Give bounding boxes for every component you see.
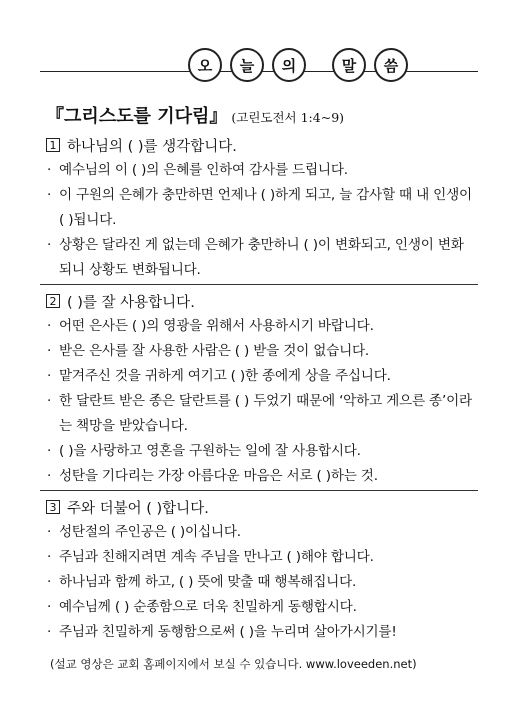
sermon-title-main: 『그리스도를 기다림』 xyxy=(46,106,228,127)
header-bubble: 오 xyxy=(188,48,222,82)
list-item: · 성탄절의 주인공은 ( )이십니다. xyxy=(46,520,476,545)
bullet-list xyxy=(46,314,476,489)
today-word-header xyxy=(40,38,478,94)
header-bubble: 늘 xyxy=(230,48,264,82)
scripture-reference: (고린도전서 1:4~9) xyxy=(231,110,345,125)
section-2 xyxy=(46,290,476,489)
list-item: · 예수님께 ( ) 순종함으로 더욱 친밀하게 동행합시다. xyxy=(46,595,476,620)
section-1 xyxy=(46,134,476,283)
list-item: · ( )을 사랑하고 영혼을 구원하는 일에 잘 사용합시다. xyxy=(46,439,476,464)
section-heading xyxy=(46,134,476,156)
bullet-list xyxy=(46,520,476,645)
list-item: · 받은 은사를 잘 사용한 사람은 ( ) 받을 것이 없습니다. xyxy=(46,339,476,364)
list-item: · 한 달란트 받은 종은 달란트를 ( ) 두었기 때문에 ‘악하고 게으른 종’이라는 책망을 받았습니다. xyxy=(46,389,476,439)
section-heading xyxy=(46,290,476,312)
list-item: · 하나님과 함께 하고, ( ) 뜻에 맞출 때 행복해집니다. xyxy=(46,570,476,595)
header-bubble: 의 xyxy=(272,48,306,82)
list-item: · 성탄을 기다리는 가장 아름다운 마음은 서로 ( )하는 것. xyxy=(46,464,476,489)
section-heading-text: 주와 더불어 ( )합니다. xyxy=(67,500,209,517)
list-item: · 어떤 은사든 ( )의 영광을 위해서 사용하시기 바랍니다. xyxy=(46,314,476,339)
section-number: 1 xyxy=(46,138,60,152)
section-heading-text: ( )를 잘 사용합니다. xyxy=(67,294,195,311)
section-heading-text: 하나님의 ( )를 생각합니다. xyxy=(67,138,237,155)
footer-note: (설교 영상은 교회 홈페이지에서 보실 수 있습니다. www.loveeden.net) xyxy=(50,657,417,671)
header-bubble: 말 xyxy=(332,48,366,82)
list-item: · 맡겨주신 것을 귀하게 여기고 ( )한 종에게 상을 주십니다. xyxy=(46,364,476,389)
section-divider xyxy=(40,284,478,285)
section-3 xyxy=(46,496,476,645)
header-bubble: 씀 xyxy=(374,48,408,82)
list-item: · 상황은 달라진 게 없는데 은혜가 충만하니 ( )이 변화되고, 인생이 변화되니 상황도 변화됩니다. xyxy=(46,233,476,283)
section-number: 3 xyxy=(46,500,60,514)
section-heading xyxy=(46,496,476,518)
section-number: 2 xyxy=(46,294,60,308)
bullet-list xyxy=(46,158,476,283)
list-item: · 예수님의 이 ( )의 은혜를 인하여 감사를 드립니다. xyxy=(46,158,476,183)
list-item: · 주님과 친해지려면 계속 주님을 만나고 ( )해야 합니다. xyxy=(46,545,476,570)
list-item: · 이 구원의 은혜가 충만하면 언제나 ( )하게 되고, 늘 감사할 때 내 인생이 ( )됩니다. xyxy=(46,183,476,233)
list-item: · 주님과 친밀하게 동행함으로써 ( )을 누리며 살아가시기를! xyxy=(46,620,476,645)
section-divider xyxy=(40,490,478,491)
header-bubbles xyxy=(188,48,408,82)
sermon-title xyxy=(46,102,344,128)
